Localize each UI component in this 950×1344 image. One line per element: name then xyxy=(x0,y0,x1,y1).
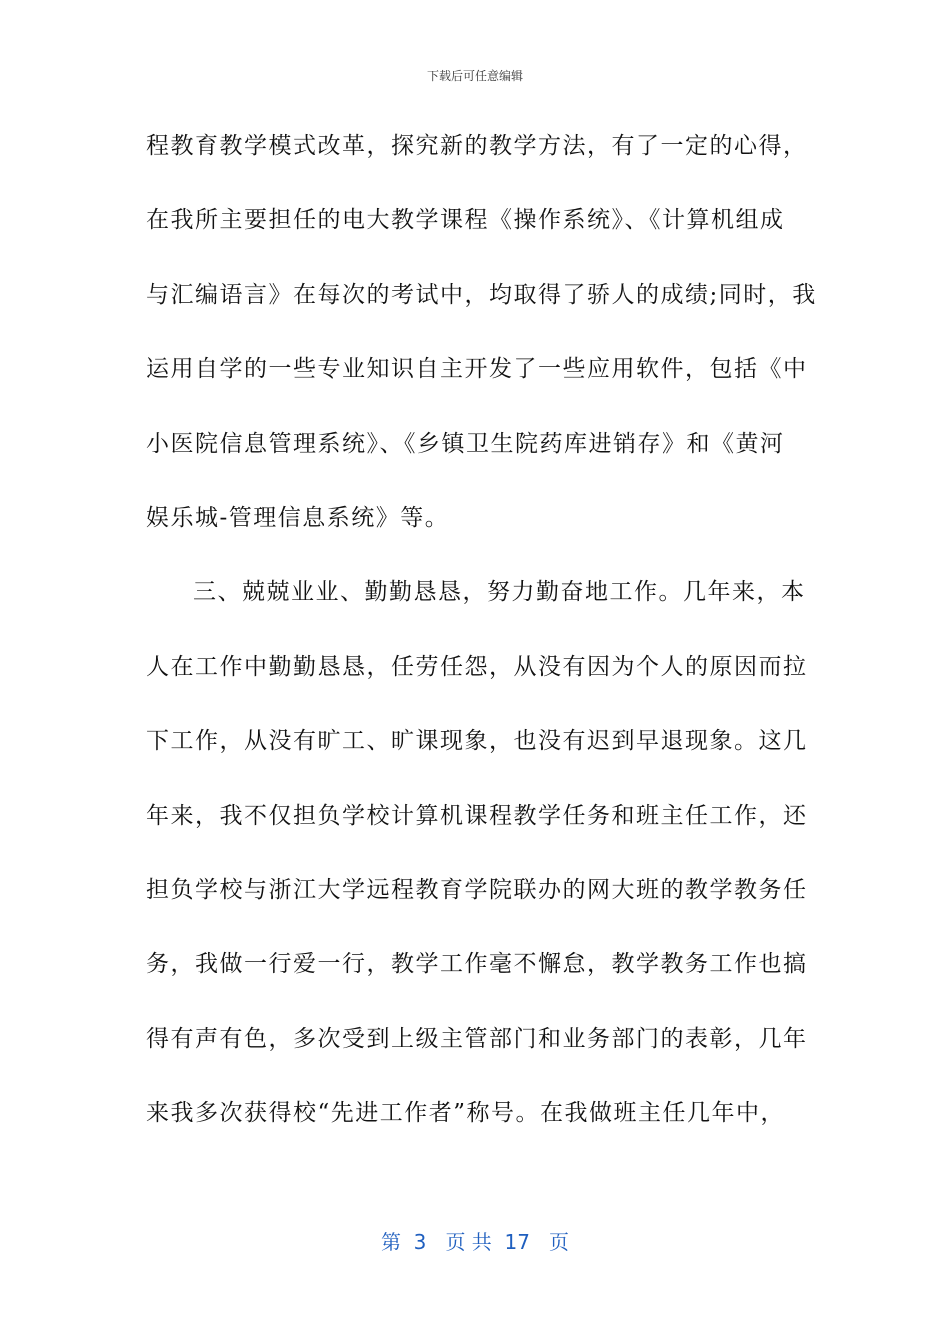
text-line: 娱乐城-管理信息系统》等。 xyxy=(146,504,450,531)
text-line: 担负学校与浙江大学远程教育学院联办的网大班的教学教务任 xyxy=(146,876,808,903)
document-body xyxy=(146,126,817,1167)
text-line: 年来，我不仅担负学校计算机课程教学任务和班主任工作，还 xyxy=(146,802,808,829)
text-line: 来我多次获得校“先进工作者”称号。在我做班主任几年中， xyxy=(146,1100,786,1127)
page-number-footer: 第 3 页 共 17 页 xyxy=(380,1230,570,1254)
text-line: 务，我做一行爱一行，教学工作毫不懈怠，教学教务工作也搞 xyxy=(146,951,808,978)
text-line: 小医院信息管理系统》、《乡镇卫生院药库进销存》和《黄河 xyxy=(146,430,785,457)
text-line: 得有声有色，多次受到上级主管部门和业务部门的表彰，几年 xyxy=(146,1025,808,1052)
text-line: 程教育教学模式改革，探究新的教学方法，有了一定的心得， xyxy=(146,133,808,159)
paragraph-start-line: 三、兢兢业业、勤勤恳恳，努力勤奋地工作。几年来，本 xyxy=(193,579,806,606)
text-line: 运用自学的一些专业知识自主开发了一些应用软件，包括《中 xyxy=(146,356,808,383)
text-line: 下工作，从没有旷工、旷课现象，也没有迟到早退现象。这几 xyxy=(146,728,808,755)
text-line: 人在工作中勤勤恳恳，任劳任怨，从没有因为个人的原因而拉 xyxy=(146,653,808,680)
page-header: 下载后可任意编辑 xyxy=(426,69,523,83)
text-line: 与汇编语言》在每次的考试中，均取得了骄人的成绩;同时，我 xyxy=(146,281,817,308)
text-line: 在我所主要担任的电大教学课程《操作系统》、《计算机组成 xyxy=(146,207,785,234)
